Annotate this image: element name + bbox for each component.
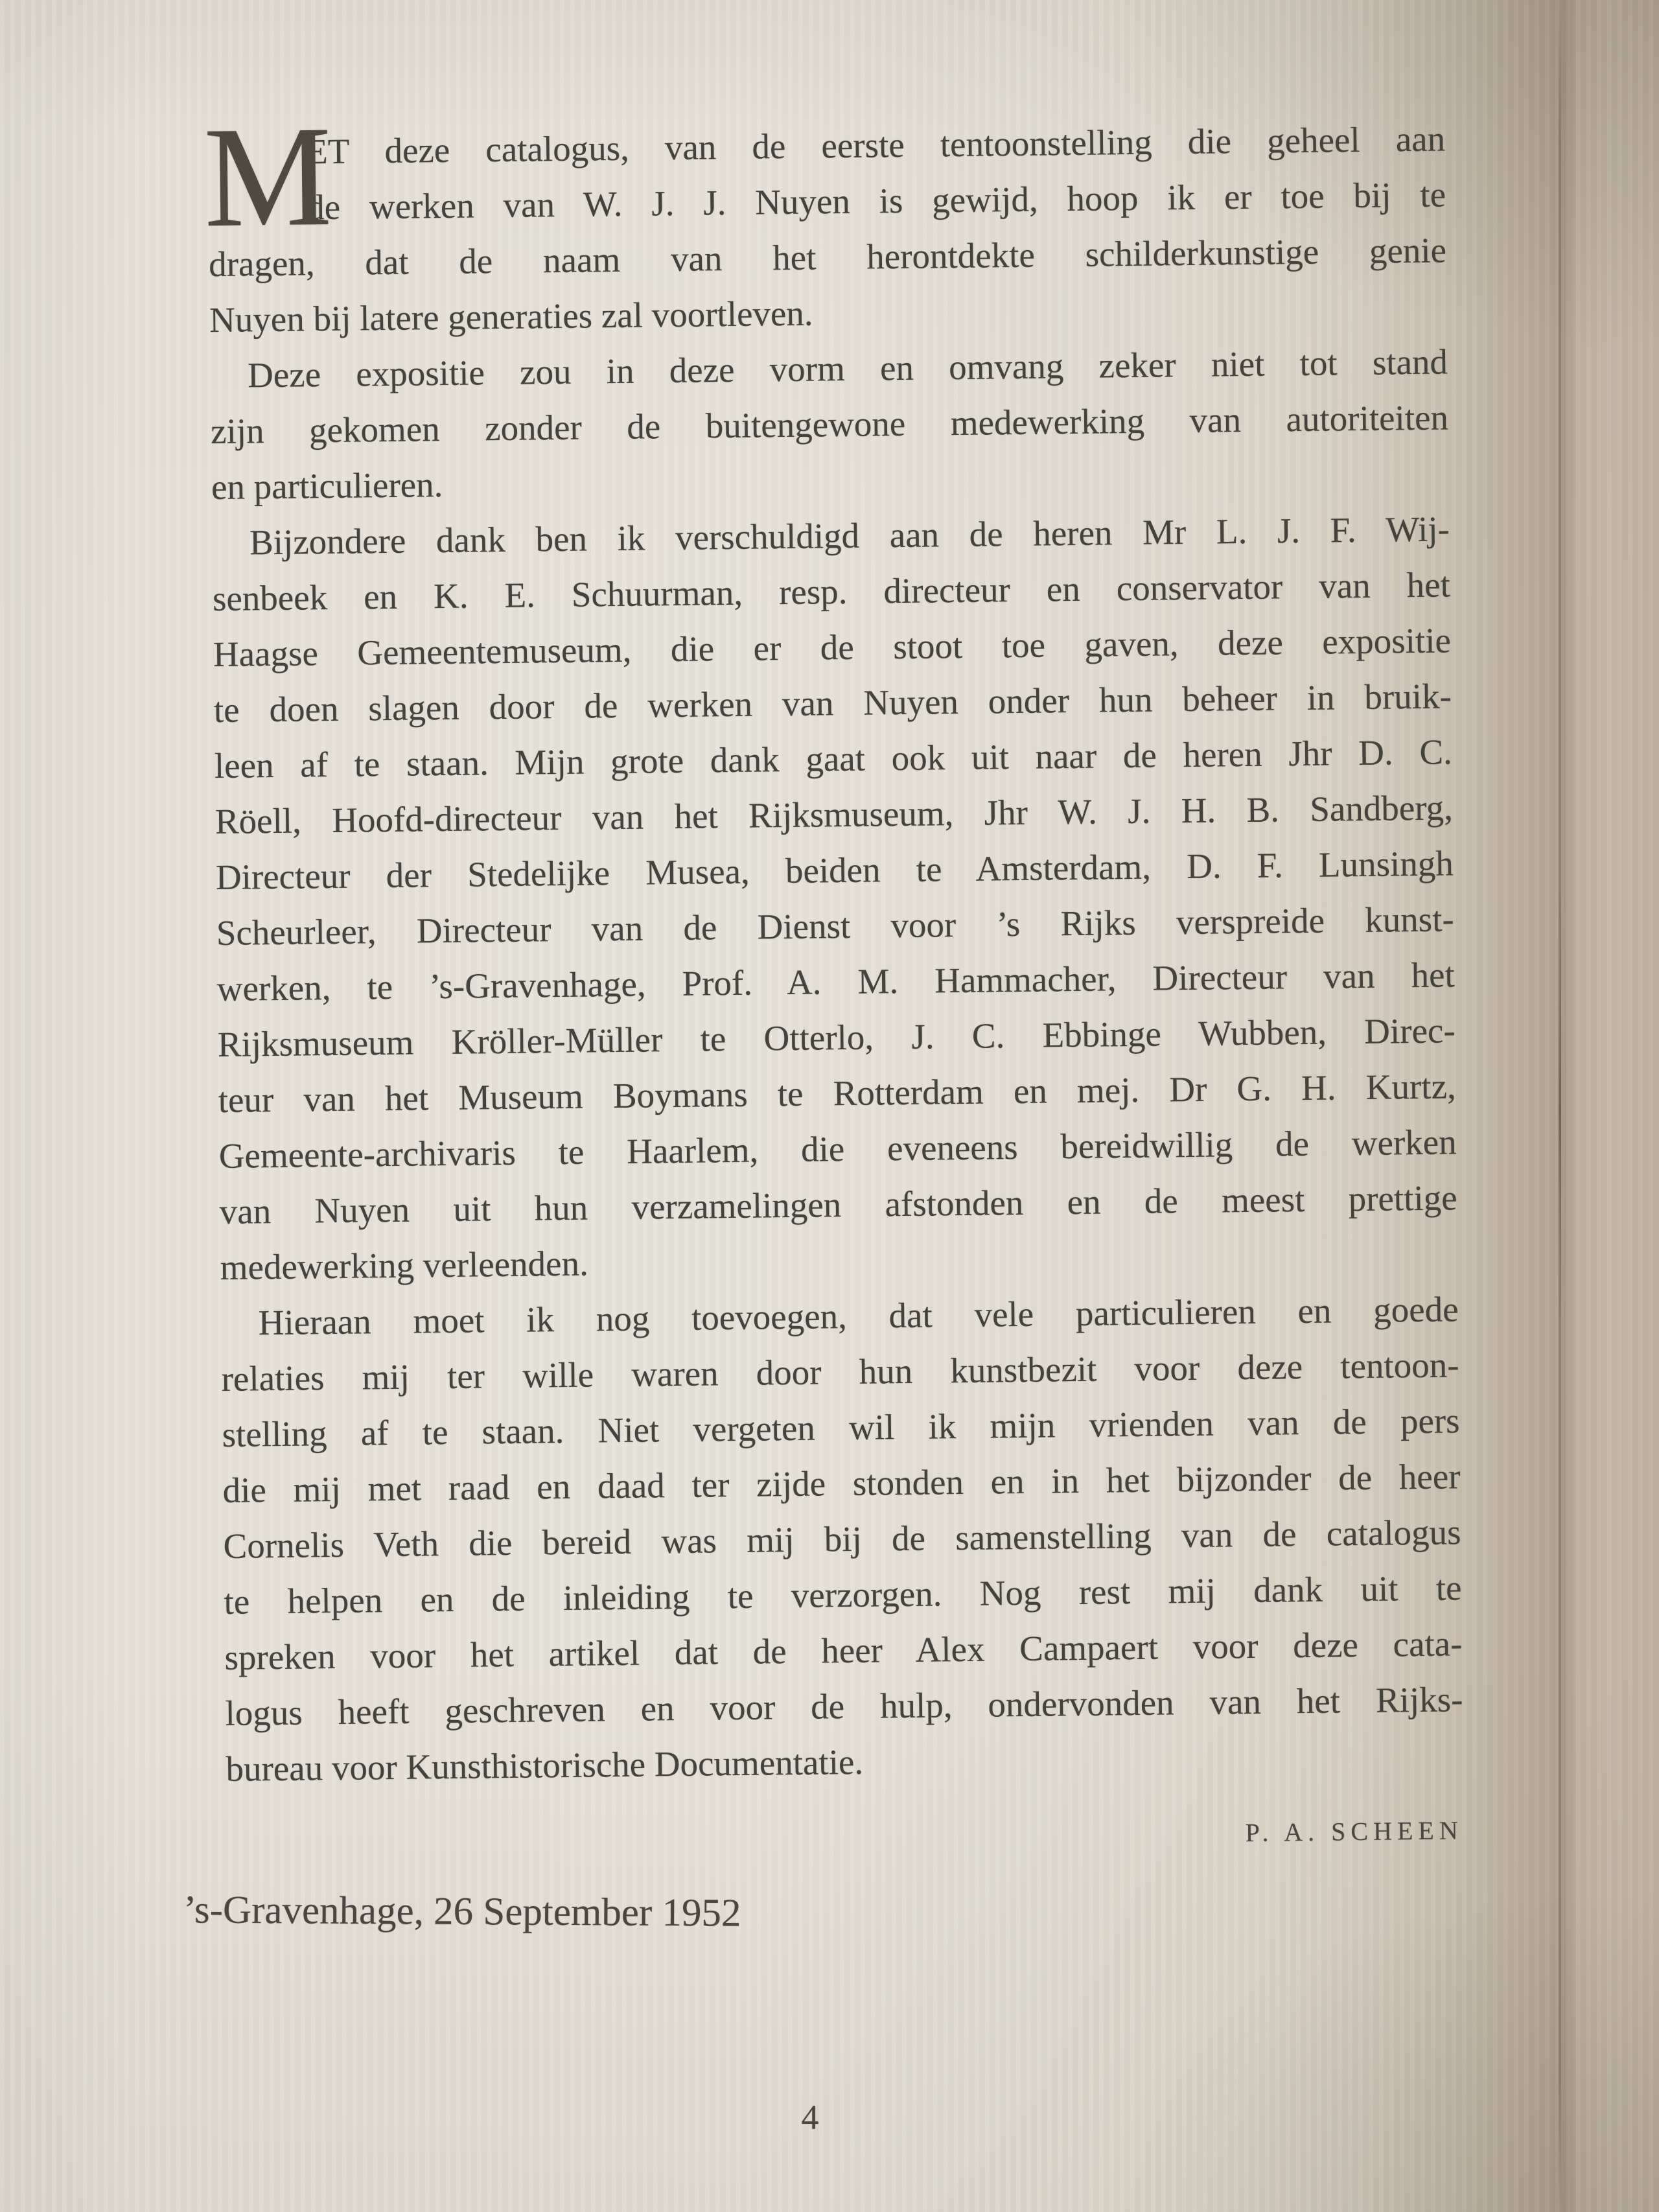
paragraph [203,96,1448,348]
text-line: te doen slagen door de werken van Nuyen onder hun beheer in bruik- [213,676,1452,730]
text-line: die mij met raad en daad ter zijde stonden en in het bijzonder de heer [222,1456,1461,1510]
author-signature: P. A. SCHEEN [1245,1815,1463,1848]
text-line: teur van het Museum Boymans te Rotterdam en mej. Dr G. H. Kurtz, [218,1066,1456,1120]
text-line: zijn gekomen zonder de buitengewone medewerking van autoriteiten [210,397,1449,452]
text-line: spreken voor het artikel dat de heer Alex Campaert voor deze cata- [224,1624,1463,1677]
foreword-text-block [203,96,1465,1872]
paragraph [210,334,1450,515]
text-line: werken, te ’s-Gravenhage, Prof. A. M. Hammacher, Directeur van het [216,955,1456,1008]
text-line: Cornelis Veth die bereid was mij bij de samenstelling van de catalogus [223,1512,1461,1566]
text-line: medewerking verleenden. [220,1243,589,1287]
page-fold-crease [1559,0,1561,2212]
text-line: ET deze catalogus, van de eerste tentoonstelling die geheel aan [305,119,1446,172]
text-line: Gemeente-archivaris te Haarlem, die eveneens bereidwillig de werken [218,1122,1457,1176]
paragraph [220,1281,1464,1797]
text-line: Hieraan moet ik nog toevoegen, dat vele particulieren en goede [258,1289,1459,1343]
text-line: de werken van W. J. J. Nuyen is gewijd, hoop ik er toe bij te [306,174,1446,227]
text-line: relaties mij ter wille waren door hun kunstbezit voor deze tentoon- [221,1345,1459,1399]
text-line: stelling af te staan. Niet vergeten wil ik mijn vrienden van de pers [222,1401,1460,1454]
text-line: senbeek en K. E. Schuurman, resp. directeur en conservator van het [212,565,1451,619]
text-line: Scheurleer, Directeur van de Dienst voor ’s Rijks verspreide kunst- [216,899,1455,953]
text-line: van Nuyen uit hun verzamelingen afstonden en de meest prettige [219,1178,1457,1231]
text-line: Röell, Hoofd-directeur van het Rijksmuseum, Jhr W. J. H. B. Sandberg, [215,787,1454,842]
text-line: en particulieren. [211,464,443,507]
text-line: Nuyen bij latere generaties zal voortleven. [209,293,813,340]
place-date-line: ’s-Gravenhage, 26 September 1952 [183,1888,741,1935]
text-line: leen af te staan. Mijn grote dank gaat ook uit naar de heren Jhr D. C. [214,732,1453,786]
dropcap-letter: M [203,96,333,258]
text-line: logus heeft geschreven en voor de hulp, ondervonden van het Rijks- [225,1679,1463,1733]
text-line: Haagse Gemeentemuseum, die er de stoot toe gaven, deze expositie [213,620,1452,675]
body-text [203,96,1464,1797]
text-line: bureau voor Kunsthistorische Documentatie. [226,1741,864,1789]
text-line: dragen, dat de naam van het herontdekte schilderkunstige genie [208,230,1447,285]
text-line: Bijzondere dank ben ik verschuldigd aan de heren Mr L. J. F. Wij- [249,509,1450,563]
text-line: Deze expositie zou in deze vorm en omvang zeker niet tot stand [247,342,1448,395]
text-line: Directeur der Stedelijke Musea, beiden te Amsterdam, D. F. Lunsingh [215,843,1454,898]
text-line: te helpen en de inleiding te verzorgen. Nog rest mij dank uit te [224,1568,1462,1622]
text-line: Rijksmuseum Kröller-Müller te Otterlo, J. C. Ebbinge Wubben, Direc- [217,1010,1456,1064]
page-number: 4 [801,2098,819,2137]
paragraph [212,501,1459,1296]
